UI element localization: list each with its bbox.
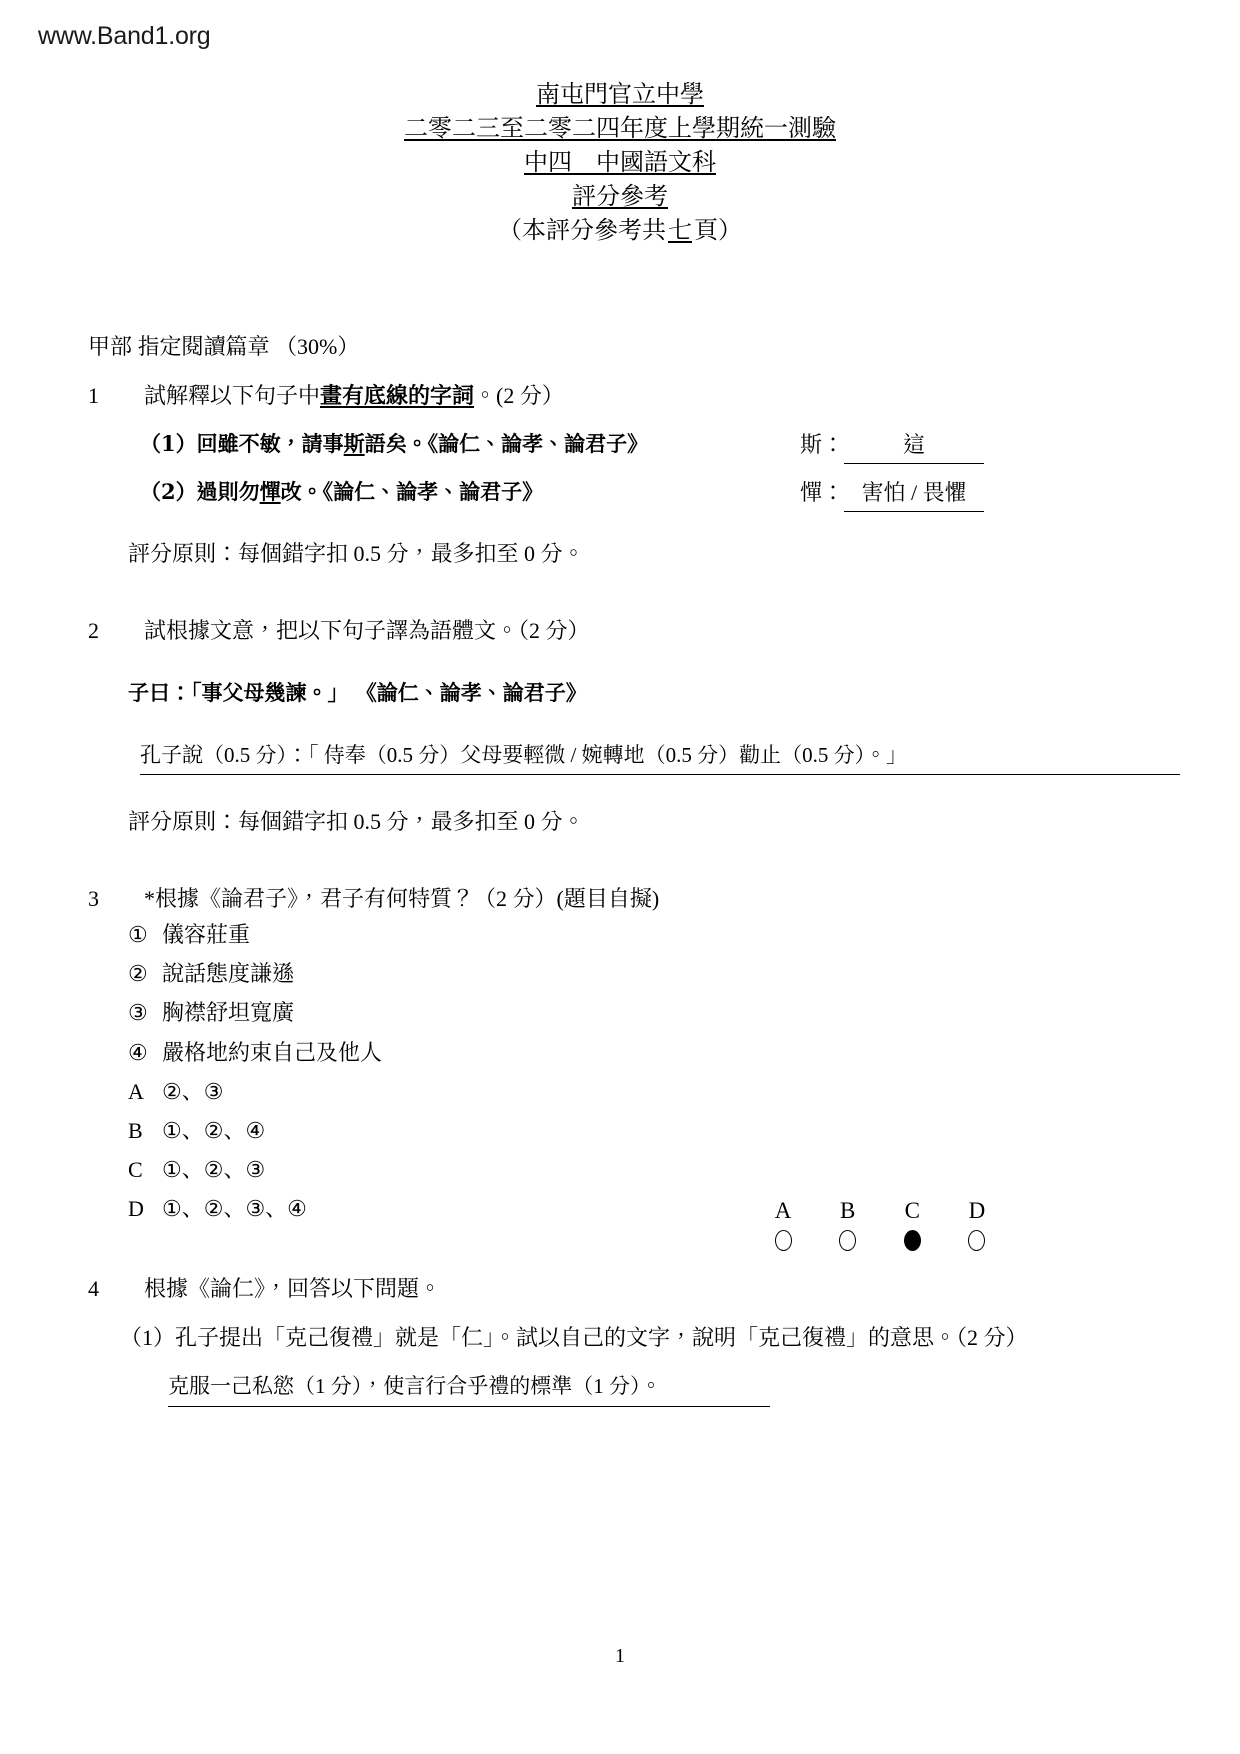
- statement-marker: ②: [128, 961, 148, 987]
- bubble-circle-a[interactable]: [775, 1230, 792, 1251]
- answer-key-1: 斯：: [800, 432, 845, 457]
- bubble-label-row: [760, 1198, 1000, 1224]
- bubble-circle-row: [760, 1230, 1000, 1251]
- question-4-stem: 根據《論仁》，回答以下問題。: [144, 1276, 442, 1302]
- answer-value-1: 這: [844, 428, 984, 464]
- bubble-label-b: B: [839, 1198, 856, 1223]
- document-body: [0, 330, 1240, 1407]
- site-watermark: www.Band1.org: [38, 22, 211, 50]
- question-4-number: 4: [88, 1276, 99, 1302]
- question-1-number: 1: [88, 383, 99, 408]
- question-1-part-1-answer: [800, 428, 984, 464]
- question-1-part-2: （2）過則勿憚改。《論仁、論孝、論君子》 憚： 害怕 / 畏懼: [0, 476, 1240, 508]
- question-3-stem: *根據《論君子》，君子有何特質？（2 分）(題目自擬): [144, 886, 660, 912]
- bubble-cell-c[interactable]: [889, 1230, 935, 1251]
- statement-marker: ①: [128, 922, 148, 948]
- answer-bubble-grid: [760, 1198, 1010, 1251]
- choice-option-b[interactable]: [128, 1111, 1240, 1150]
- question-4-sub-1: [0, 1321, 1240, 1354]
- question-3-number: 3: [88, 886, 99, 912]
- choice-key: A: [128, 1078, 144, 1104]
- bubble-label-d: D: [968, 1198, 986, 1223]
- exam-title: 二零二三至二零二四年度上學期統一測驗: [404, 116, 836, 143]
- bubble-cell-d[interactable]: [954, 1230, 1000, 1251]
- question-1-part-2-answer: [800, 476, 984, 512]
- statement-text: 嚴格地約束自己及他人: [162, 1039, 383, 1065]
- bubble-cell-a[interactable]: [760, 1230, 806, 1251]
- question-2-marking-note: 評分原則：每個錯字扣 0.5 分，最多扣至 0 分。: [128, 809, 585, 835]
- question-4-answer: 克服一己私慾（1 分），使言行合乎禮的標準（1 分）。: [168, 1370, 770, 1407]
- choice-key: D: [128, 1196, 144, 1222]
- bubble-label-a: A: [774, 1198, 792, 1223]
- question-1-stem-emphasis: 畫有底線的字詞: [320, 383, 475, 408]
- question-1-stem: 試解釋以下句子中畫有底線的字詞。(2 分）: [144, 383, 564, 408]
- bubble-circle-c[interactable]: [904, 1230, 921, 1251]
- section-label: 甲部: [88, 334, 133, 359]
- choice-key: C: [128, 1156, 143, 1182]
- bubble-label-c: C: [904, 1198, 920, 1223]
- question-1: [0, 379, 1240, 412]
- choice-text: ①、②、④: [162, 1117, 266, 1143]
- section-heading: [0, 330, 1240, 363]
- question-4-sub-text: 孔子提出「克己復禮」就是「仁」。試以自己的文字，說明「克己復禮」的意思。（2 分）: [175, 1325, 1028, 1351]
- section-title: 指定閱讀篇章: [137, 334, 270, 359]
- document-header: [0, 78, 1240, 248]
- bubble-circle-d[interactable]: [968, 1230, 985, 1251]
- choice-text: ②、③: [162, 1078, 224, 1104]
- answer-key-2: 憚：: [800, 479, 845, 505]
- question-3-statement-list: [0, 915, 1240, 1228]
- section-marks: （30%）: [275, 334, 360, 359]
- page-number: 1: [615, 1645, 625, 1667]
- statement-text: 儀容莊重: [162, 922, 251, 948]
- choice-option-c[interactable]: [128, 1150, 1240, 1189]
- question-1-part-1: （1）回雖不敏，請事斯語矣。《論仁、論孝、論君子》 斯： 這: [0, 428, 1240, 460]
- statement-item: [128, 915, 1240, 954]
- statement-marker: ④: [128, 1039, 148, 1065]
- statement-text: 說話態度謙遜: [162, 961, 295, 987]
- choice-text: ①、②、③: [162, 1156, 266, 1182]
- statement-marker: ③: [128, 1000, 148, 1026]
- choice-key: B: [128, 1117, 143, 1143]
- statement-item: [128, 954, 1240, 993]
- question-4: [0, 1272, 1240, 1305]
- statement-item: [128, 993, 1240, 1032]
- question-4-sub-label: （1）: [120, 1325, 176, 1351]
- answer-value-2: 害怕 / 畏懼: [844, 476, 984, 512]
- question-2-answer: 孔子說（0.5 分）：「 侍奉（0.5 分）父母要輕微 / 婉轉地（0.5 分）勸止（0.5 分）。」: [140, 739, 1180, 776]
- statement-text: 胸襟舒坦寬廣: [162, 1000, 295, 1026]
- statement-item: [128, 1033, 1240, 1072]
- bubble-cell-b[interactable]: [825, 1230, 871, 1251]
- question-2: [0, 614, 1240, 647]
- question-2-quote: 子曰：「事父母幾諫。」 《論仁、論孝、論君子》: [128, 680, 587, 705]
- school-name: 南屯門官立中學: [536, 82, 704, 108]
- question-3: [0, 882, 1240, 915]
- choice-option-a[interactable]: [128, 1072, 1240, 1111]
- page-count-line: （本評分參考共七頁）: [498, 218, 742, 245]
- choice-option-d[interactable]: [128, 1189, 1240, 1228]
- subject-title: 中四 中國語文科: [524, 150, 716, 177]
- question-2-number: 2: [88, 618, 99, 643]
- question-1-marking-note: 評分原則：每個錯字扣 0.5 分，最多扣至 0 分。: [128, 541, 585, 566]
- choice-text: ①、②、③、④: [162, 1196, 307, 1222]
- question-2-stem: 試根據文意，把以下句子譯為語體文。（2 分）: [144, 618, 590, 643]
- document-type: 評分參考: [572, 184, 668, 211]
- bubble-circle-b[interactable]: [839, 1230, 856, 1251]
